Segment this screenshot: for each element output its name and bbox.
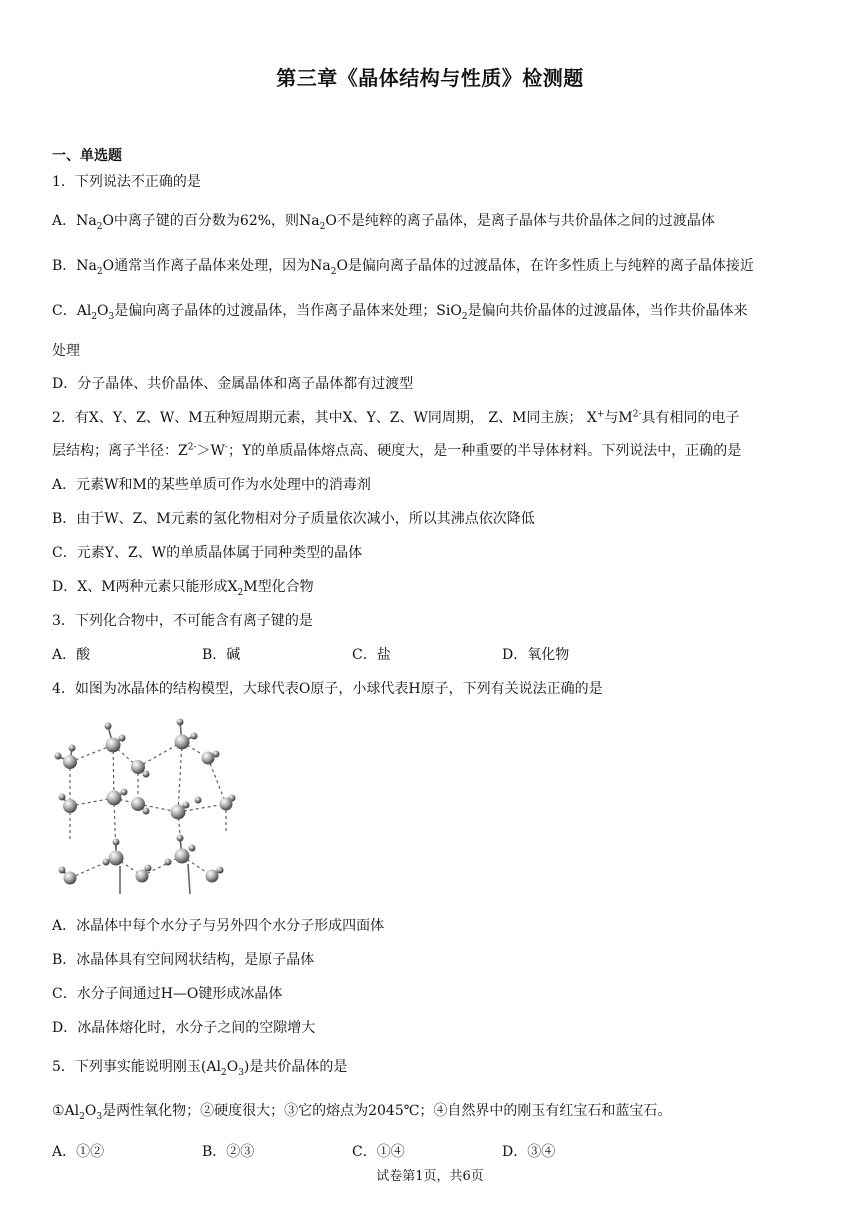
q3-option-b: B．碱 [202, 647, 241, 663]
q1-stem: 1．下列说法不正确的是 [52, 174, 201, 190]
q5-option-c: C．①④ [352, 1144, 405, 1160]
q5-options [52, 1142, 652, 1162]
q1-option-b: B．$Na_2O$通常当作离子晶体来处理，因为$Na_2O$是偏向离子晶体的过渡晶体，在许多性质上与纯粹的离子晶体接近 [52, 258, 754, 277]
page-title: 第三章《晶体结构与性质》检测题 [276, 66, 584, 90]
q4-stem: 4．如图为冰晶体的结构模型，大球代表O原子，小球代表H原子，下列有关说法正确的是 [52, 681, 603, 697]
q3-option-a: A．酸 [52, 647, 91, 663]
q5-option-d: D．③④ [502, 1144, 556, 1160]
q2-stem-line1: 2．有X、Y、Z、W、M五种短周期元素，其中X、Y、Z、W同周期， Z、M同主族； X+与$M^{2-}$具有相同的电子 [52, 409, 740, 426]
ice-crystal-structure-figure [50, 712, 240, 898]
section-heading: 一、单选题 [52, 148, 122, 164]
q2-option-b: B．由于W、Z、M元素的氢化物相对分子质量依次减小，所以其沸点依次降低 [52, 511, 535, 527]
q5-option-a: A．①② [52, 1144, 105, 1160]
q3-options [52, 645, 652, 665]
page-footer: 试卷第1页，共6页 [376, 1169, 484, 1184]
q3-option-c: C．盐 [352, 647, 391, 663]
q5-facts: $①Al_2O_3$是两性氧化物；②硬度很大；③它的熔点为2045℃；④自然界中的刚玉有红宝石和蓝宝石。 [52, 1103, 672, 1122]
q2-option-c: C．元素Y、Z、W的单质晶体属于同种类型的晶体 [52, 545, 363, 561]
q4-option-d: D．冰晶体熔化时，水分子之间的空隙增大 [52, 1020, 316, 1036]
q1-option-c: C．$Al_2O_3$是偏向离子晶体的过渡晶体，当作离子晶体来处理；SiO$_2$是偏向共价晶体的过渡晶体，当作共价晶体来 [52, 303, 748, 322]
q2-option-d: D．X、M两种元素只能形成$X_2M$型化合物 [52, 579, 314, 598]
q5-stem: 5．下列事实能说明刚玉$(Al_2O_3)$是共价晶体的是 [52, 1059, 348, 1078]
q4-option-a: A．冰晶体中每个水分子与另外四个水分子形成四面体 [52, 918, 385, 934]
q3-stem: 3．下列化合物中，不可能含有离子键的是 [52, 613, 313, 629]
q1-option-d: D．分子晶体、共价晶体、金属晶体和离子晶体都有过渡型 [52, 376, 414, 392]
q2-stem-line2: 层结构；离子半径：$Z^{2-}>W^-$；Y的单质晶体熔点高、硬度大，是一种重要的半导体材料。下列说法中，正确的是 [52, 442, 742, 459]
q3-option-d: D．氧化物 [502, 647, 570, 663]
q2-option-a: A．元素W和M的某些单质可作为水处理中的消毒剂 [52, 477, 371, 493]
q5-option-b: B．②③ [202, 1144, 255, 1160]
q4-option-c: C．水分子间通过H—O键形成冰晶体 [52, 986, 283, 1002]
q1-option-c-continued: 处理 [52, 343, 80, 359]
q4-option-b: B．冰晶体具有空间网状结构，是原子晶体 [52, 952, 315, 968]
q1-option-a: A．$Na_2O$中离子键的百分数为62%，则$Na_2O$不是纯粹的离子晶体，是离子晶体与共价晶体之间的过渡晶体 [52, 213, 715, 232]
